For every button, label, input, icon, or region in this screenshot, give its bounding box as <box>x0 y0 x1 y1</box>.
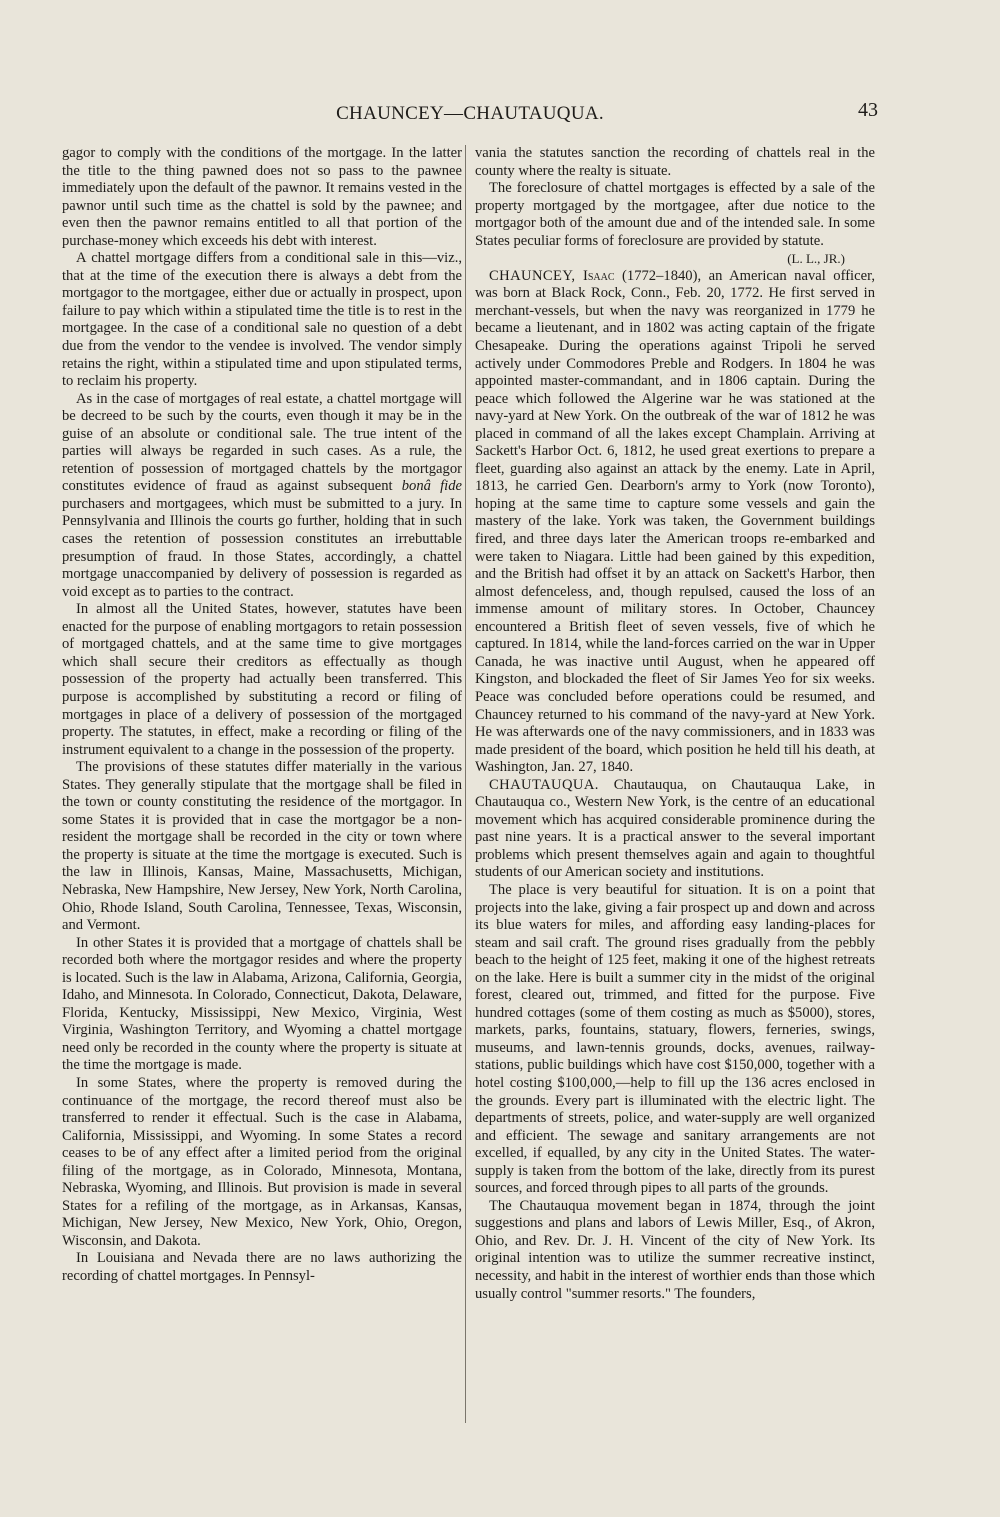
paragraph: vania the statutes sanction the recording of chattels real in the county where the realty is situate. <box>475 145 875 179</box>
author-signature: (L. L., JR.) <box>787 251 845 267</box>
right-column <box>475 145 875 1303</box>
page-number: 43 <box>858 99 878 121</box>
entry-text: Chautauqua, on Chautauqua Lake, in Chautauqua co., Western New York, is the centre of an educational movement which has acquired considerable prominence during the past nine years. It is a practical answer to the several important problems which present themselves again and again to thoughtful students of our American society and institutions. <box>475 776 875 881</box>
page-header <box>62 99 878 131</box>
left-column <box>62 145 462 1286</box>
paragraph: In some States, where the property is removed during the continuance of the mortgage, the record thereof must also be transferred to render it effectual. Such is the case in Alabama, California, Mississippi, and Wyoming. In some States a record ceases to be of any effect after a limited period from the original filing of the mortgage, as in Colorado, Minnesota, Montana, Nebraska, Wyoming, and Illinois. But provision is made in several States for a refiling of the mortgage, as in Arkansas, Kansas, Michigan, New Jersey, New Mexico, New York, Ohio, Oregon, Wisconsin, and Dakota. <box>62 1074 462 1249</box>
text-run: purchasers and mortgagees, which must be submitted to a jury. In Pennsylvania and Illinois the courts go further, holding that in such cases the retention of possession constitutes an irrebuttable presumption of fraud. In those States, accordingly, a chattel mortgage unaccompanied by delivery of possession is regarded as void except as to parties to the contract. <box>62 495 462 600</box>
entry-chautauqua <box>475 777 875 882</box>
paragraph: The foreclosure of chattel mortgages is effected by a sale of the property mortgaged by the mortgagee, after due notice to the mortgagor both of the amount due and of the intended sale. In some States peculiar forms of foreclosure are provided by statute. <box>475 180 875 249</box>
paragraph: In almost all the United States, however, statutes have been enacted for the purpose of enabling mortgagors to retain possession of mortgaged chattels, and at the same time to give mortgages which shall secure their creditors as effectually as though possession of the property had actually been transferred. This purpose is accomplished by substituting a record or filing of mortgages in place of a delivery of possession of the mortgaged property. The statutes, in effect, make a recording or filing of the instrument equivalent to a change in the possession of the property. <box>62 601 462 758</box>
entry-chauncey <box>475 268 875 777</box>
italic-phrase: bonâ fide <box>401 478 462 495</box>
paragraph: gagor to comply with the conditions of the mortgage. In the latter the title to the thing pawned does not so pass to the pawnee immediately upon the default of the pawnor. It remains vested in the pawnor until such time as the chattel is sold by the pawnee; and even then the pawnor remains entitled to all that portion of the purchase-money which exceeds his debt with interest. <box>62 145 462 249</box>
paragraph: The provisions of these statutes differ materially in the various States. They generally stipulate that the mortgage shall be filed in the town or county constituting the residence of the mortgagor. In some States it is provided that in case the mortgagor be a non-resident the mortgage shall be recorded in the city or town where the property is situate at the time the mortgage is executed. Such is the law in Illinois, Kansas, Maine, Massachusetts, Michigan, Nebraska, New Hampshire, New Jersey, New York, North Carolina, Ohio, Rhode Island, South Carolina, Tennessee, Texas, Wisconsin, and Vermont. <box>62 759 462 934</box>
paragraph: In Louisiana and Nevada there are no laws authorizing the recording of chattel mortgages. In Pennsyl- <box>62 1250 462 1284</box>
entry-text: (1772–1840), an American naval officer, was born at Black Rock, Conn., Feb. 20, 1772. He first served in merchant-vessels, but when the navy was reorganized in 1779 he became a lieutenant, and in 1802 was acting captain of the frigate Chesapeake. During the operations against Tripoli he served actively under Commodores Preble and Rodgers. In 1804 he was appointed master-commandant, and in 1806 captain. During the peace which followed the Algerine war he was stationed at the navy-yard at New York. On the outbreak of the war of 1812 he was placed in command of all the lakes except Champlain. Arriving at Sackett's Harbor Oct. 6, 1812, he used great exertions to prepare a fleet, guarding also against an attack by the enemy. Late in April, 1813, he carried Gen. Dearborn's army to York (now Toronto), hoping at the same time to capture some vessels and gain the mastery of the lake. York was taken, the Government buildings fired, and three days later the American troops re-embarked and were taken to Niagara. Little had been gained by this expedition, and the British had offset it by an attack on Sackett's Harbor, then almost defenceless, and, though repulsed, caused the loss of an immense amount of military stores. In October, Chauncey encountered a British fleet of seven vessels, five of which he captured. In 1814, while the land-forces carried on the war in Upper Canada, he was inactive until August, when he appeared off Kingston, and blockaded the fleet of Sir James Yeo for six weeks. Peace was concluded before operations could be resumed, and Chauncey returned to his command of the navy-yard at New York. He was afterwards one of the navy commissioners, and in 1833 was made president of the board, which position he held till his death, at Washington, Jan. 27, 1840. <box>475 267 875 776</box>
column-divider <box>465 145 466 1423</box>
paragraph: A chattel mortgage differs from a conditional sale in this—viz., that at the time of the execution there is always a debt from the mortgagor to the mortgagee, either due or actually in prospect, upon failure to pay which within a stipulated time the title is to rest in the mortgagee. In the case of a conditional sale no question of a debt due from the vendor to the vendee is involved. The vendor simply retains the right, within a stipulated time and upon stipulated terms, to reclaim his property. <box>62 250 462 390</box>
paragraph: The Chautauqua movement began in 1874, through the joint suggestions and plans and labors of Lewis Miller, Esq., of Akron, Ohio, and Rev. Dr. J. H. Vincent of the city of New York. Its original intention was to utilize the summer recreative instinct, necessity, and habit in the interest of worthier ends than those which usually control "summer resorts." The founders, <box>475 1197 875 1302</box>
paragraph: In other States it is provided that a mortgage of chattels shall be recorded both where the mortgagor resides and where the property is located. Such is the law in Alabama, Arizona, California, Georgia, Idaho, and Minnesota. In Colorado, Connecticut, Dakota, Delaware, Florida, Kentucky, Mississippi, New Mexico, Virginia, West Virginia, Washington Territory, and Wyoming a chattel mortgage need only be recorded in the county where the property is situate at the time the mortgage is made. <box>62 934 462 1074</box>
entry-headword: CHAUNCEY, <box>489 267 576 284</box>
running-head: CHAUNCEY—CHAUTAUQUA. <box>336 103 604 124</box>
paragraph: The place is very beautiful for situation. It is on a point that projects into the lake, giving a fair prospect up and down and across its blue waters for miles, and affording easy landing-places for steam and sail craft. The ground rises gradually from the pebbly beach to the height of 125 feet, making it one of the highest retreats on the lake. Here is built a summer city in the midst of the original forest, cleared out, trimmed, and fitted for the purpose. Five hundred cottages (some of them costing as much as $5000), stores, markets, parks, fountains, statuary, flowers, ferneries, swings, museums, and lawn-tennis grounds, docks, avenues, railway-stations, public buildings which have cost $150,000, together with a hotel costing $100,000,—help to fill up the 136 acres enclosed in the grounds. Every part is illuminated with the electric light. The departments of streets, police, and water-supply are well organized and efficient. The sewage and sanitary arrangements are not excelled, if equalled, by any city in the United States. The water-supply is taken from the bottom of the lake, directly from its purest sources, and forced through pipes to all parts of the grounds. <box>475 881 875 1197</box>
entry-headword: CHAUTAUQUA. <box>489 776 599 793</box>
text-run: As in the case of mortgages of real estate, a chattel mortgage will be decreed to be such by the courts, even though it may be in the guise of an absolute or conditional sale. The true intent of the parties will always be regarded in such cases. As a rule, the retention of possession of mortgaged chattels by the mortgagor constitutes evidence of fraud as against subsequent <box>62 390 462 495</box>
entry-given-name: Isaac <box>582 267 615 284</box>
paragraph <box>62 391 462 602</box>
